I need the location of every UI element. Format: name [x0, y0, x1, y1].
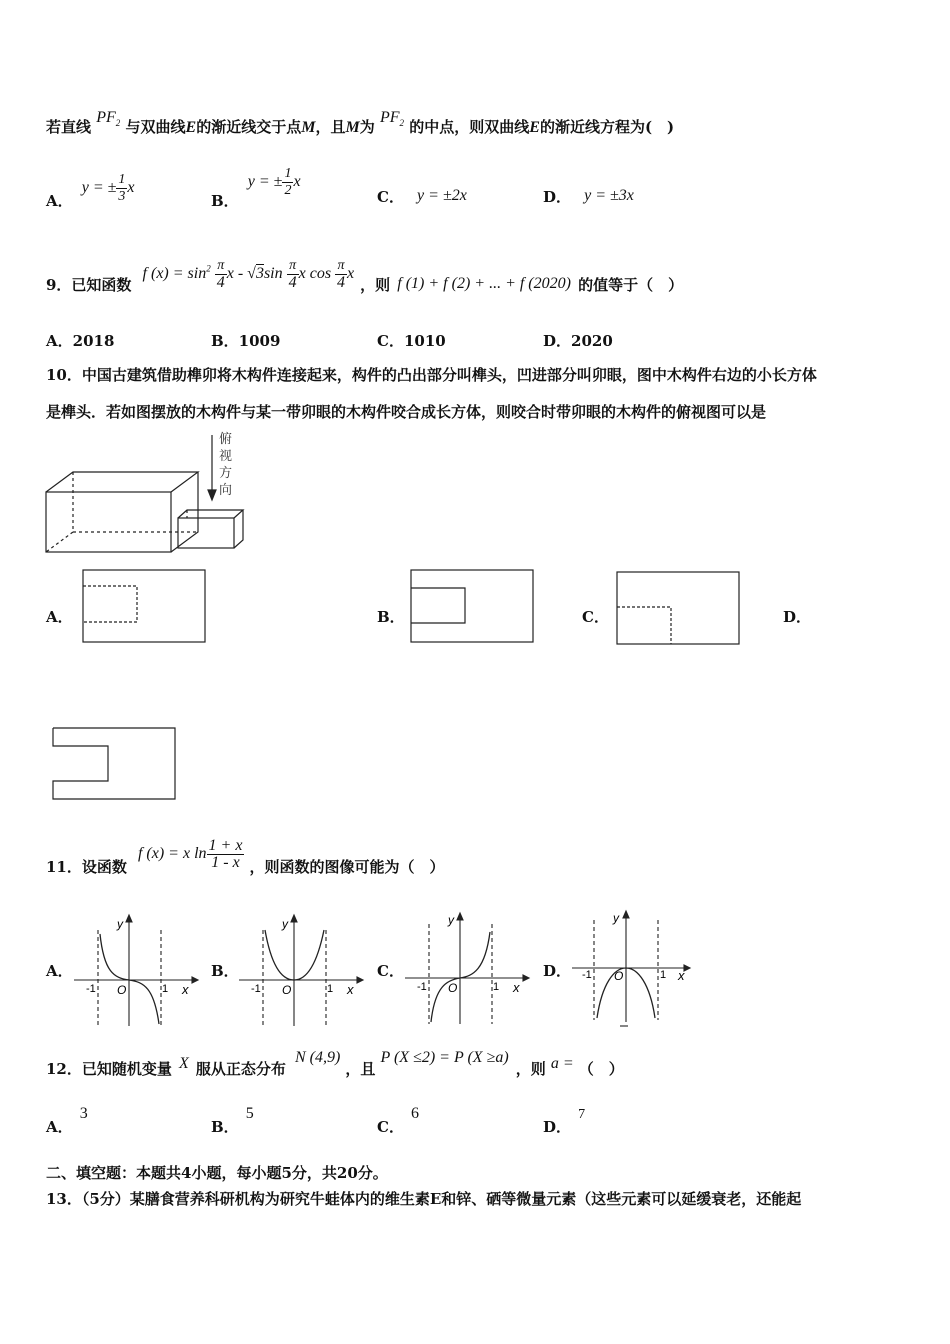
q10-option-d-label[interactable]: D． [783, 608, 812, 626]
q11-option-a-graph[interactable] [72, 912, 202, 1030]
svg-text:-1: -1 [86, 983, 96, 995]
q10-option-a-figure[interactable] [82, 569, 206, 643]
svg-text:O: O [117, 983, 127, 997]
q8-option-d[interactable]: D． y = ±3x [543, 187, 634, 206]
q9-option-d[interactable]: D．2020 [543, 332, 613, 350]
q10-option-a-label[interactable]: A． [46, 608, 73, 626]
svg-text:x: x [182, 982, 189, 997]
pf2-symbol: $PF_2$ [96, 109, 121, 129]
q11-option-c-graph[interactable] [403, 910, 533, 1028]
pf2-symbol-2: $PF_2$ [379, 109, 405, 129]
q11-option-d-label[interactable]: D． [543, 962, 572, 980]
q11-option-d-graph[interactable] [570, 908, 700, 1028]
q10-line-1: 10．中国古建筑借助榫卯将木构件连接起来，构件的凸出部分叫榫头，凹进部分叫卯眼，图中木构件右边的小长方体 [46, 366, 817, 384]
svg-text:y: y [448, 913, 454, 927]
svg-text:1: 1 [493, 981, 500, 993]
q11-stem: 11．设函数 f (x) = x ln $\frac{1 + x}{1 - x}$ ，则函数的图像可能为（ ） [46, 837, 445, 877]
svg-text:1: 1 [327, 983, 334, 995]
view-direction-label: 俯 视 方 向 [219, 432, 233, 498]
svg-text:-1: -1 [417, 981, 427, 993]
q10-option-b-label[interactable]: B． [377, 608, 405, 626]
q12-option-d[interactable]: D． 7 [543, 1107, 586, 1136]
q11-option-b-label[interactable]: B． [211, 962, 239, 980]
q9-option-b[interactable]: B．1009 [211, 332, 281, 350]
svg-text:-1: -1 [582, 969, 592, 981]
q11-option-c-label[interactable]: C． [377, 962, 404, 980]
svg-text:x: x [513, 980, 520, 995]
svg-text:1: 1 [162, 983, 169, 995]
q8-option-c[interactable]: C． y = ±2x [377, 187, 467, 206]
q12-option-b[interactable]: B． 5 [211, 1105, 254, 1136]
section-heading: 二、填空题：本题共4小题，每小题5分，共20分。 [46, 1164, 388, 1182]
q8-stem: 若直线 $PF_2$ 与双曲线E的渐近线交于点M，且M为 $PF_2$ 的中点，则双曲线E的渐近线方程为( ) [46, 109, 675, 136]
q9-option-c[interactable]: C．1010 [377, 332, 446, 350]
svg-text:y: y [282, 917, 288, 931]
q11-option-b-graph[interactable] [237, 912, 367, 1030]
svg-text:O: O [282, 983, 292, 997]
svg-text:1: 1 [660, 969, 667, 981]
svg-text:y: y [613, 911, 619, 925]
q10-option-c-label[interactable]: C． [582, 608, 609, 626]
q8-option-a[interactable]: A． y = ± $\frac{1}{3}$ x [46, 172, 135, 211]
q9-option-a[interactable]: A．2018 [46, 332, 115, 350]
q12-option-c[interactable]: C． 6 [377, 1105, 420, 1136]
q10-option-c-figure[interactable] [616, 571, 740, 645]
q10-line-2: 是榫头．若如图摆放的木构件与某一带卯眼的木构件咬合成长方体，则咬合时带卯眼的木构件的俯视图可以是 [46, 403, 767, 421]
q12-option-a[interactable]: A． 3 [46, 1105, 88, 1136]
svg-text:x: x [678, 968, 685, 983]
q11-option-a-label[interactable]: A． [46, 962, 73, 980]
q8-option-b[interactable]: B． y = ± $\frac{1}{2}$ x [211, 166, 301, 211]
q10-option-d-figure[interactable] [52, 727, 176, 801]
svg-text:x: x [347, 982, 354, 997]
svg-text:O: O [448, 981, 458, 995]
mortise-tenon-figure [40, 430, 280, 560]
q9-stem: 9．已知函数 f $(x) = \sin^2$ $\frac{\pi}{4}$ x - √3sin $\frac{\pi}{4}$ x cos $\frac{\pi}{4}$ x ，则 f (1) + f (2) + ... + f (2020) 的值等于（ ） [46, 258, 684, 295]
q10-option-b-figure[interactable] [410, 569, 534, 643]
q12-stem: 12．已知随机变量 X 服从正态分布 N (4,9) ，且 P (X ≤2) = P (X ≥a) ，则 a = （ ） [46, 1049, 624, 1078]
q13-stem: 13．（5分）某膳食营养科研机构为研究牛蛙体内的维生素E和锌、硒等微量元素（这些元素可以延缓衰老，还能起 [46, 1190, 802, 1208]
svg-text:-1: -1 [251, 983, 261, 995]
svg-text:O: O [614, 969, 624, 983]
svg-text:y: y [117, 917, 123, 931]
